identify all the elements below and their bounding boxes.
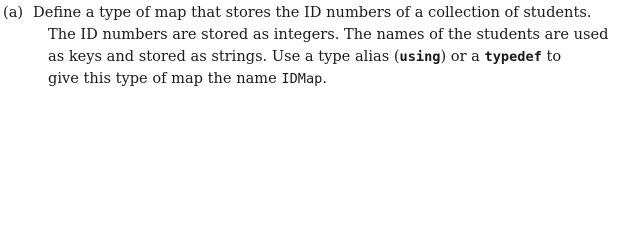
line-2-text: The ID numbers are stored as integers. The names of the students are used: [48, 26, 609, 43]
line-3-mid-text: ) or a: [440, 48, 485, 65]
idmap-code: IDMap: [281, 71, 323, 87]
item-label: (a): [3, 4, 24, 21]
problem-line-4: [48, 68, 327, 90]
typedef-keyword: typedef: [484, 49, 542, 65]
line-3-text: as keys and stored as strings. Use a type alias (: [48, 48, 400, 65]
line-4-end-text: .: [322, 70, 327, 87]
problem-line-1: [33, 2, 591, 24]
using-keyword: using: [399, 49, 441, 65]
problem-line-3: [48, 46, 561, 68]
line-3-end-text: to: [541, 48, 562, 65]
line-1-text: Define a type of map that stores the ID numbers of a collection of students.: [33, 4, 592, 21]
problem-line-2: [48, 24, 608, 46]
line-4-text: give this type of map the name: [48, 70, 282, 87]
